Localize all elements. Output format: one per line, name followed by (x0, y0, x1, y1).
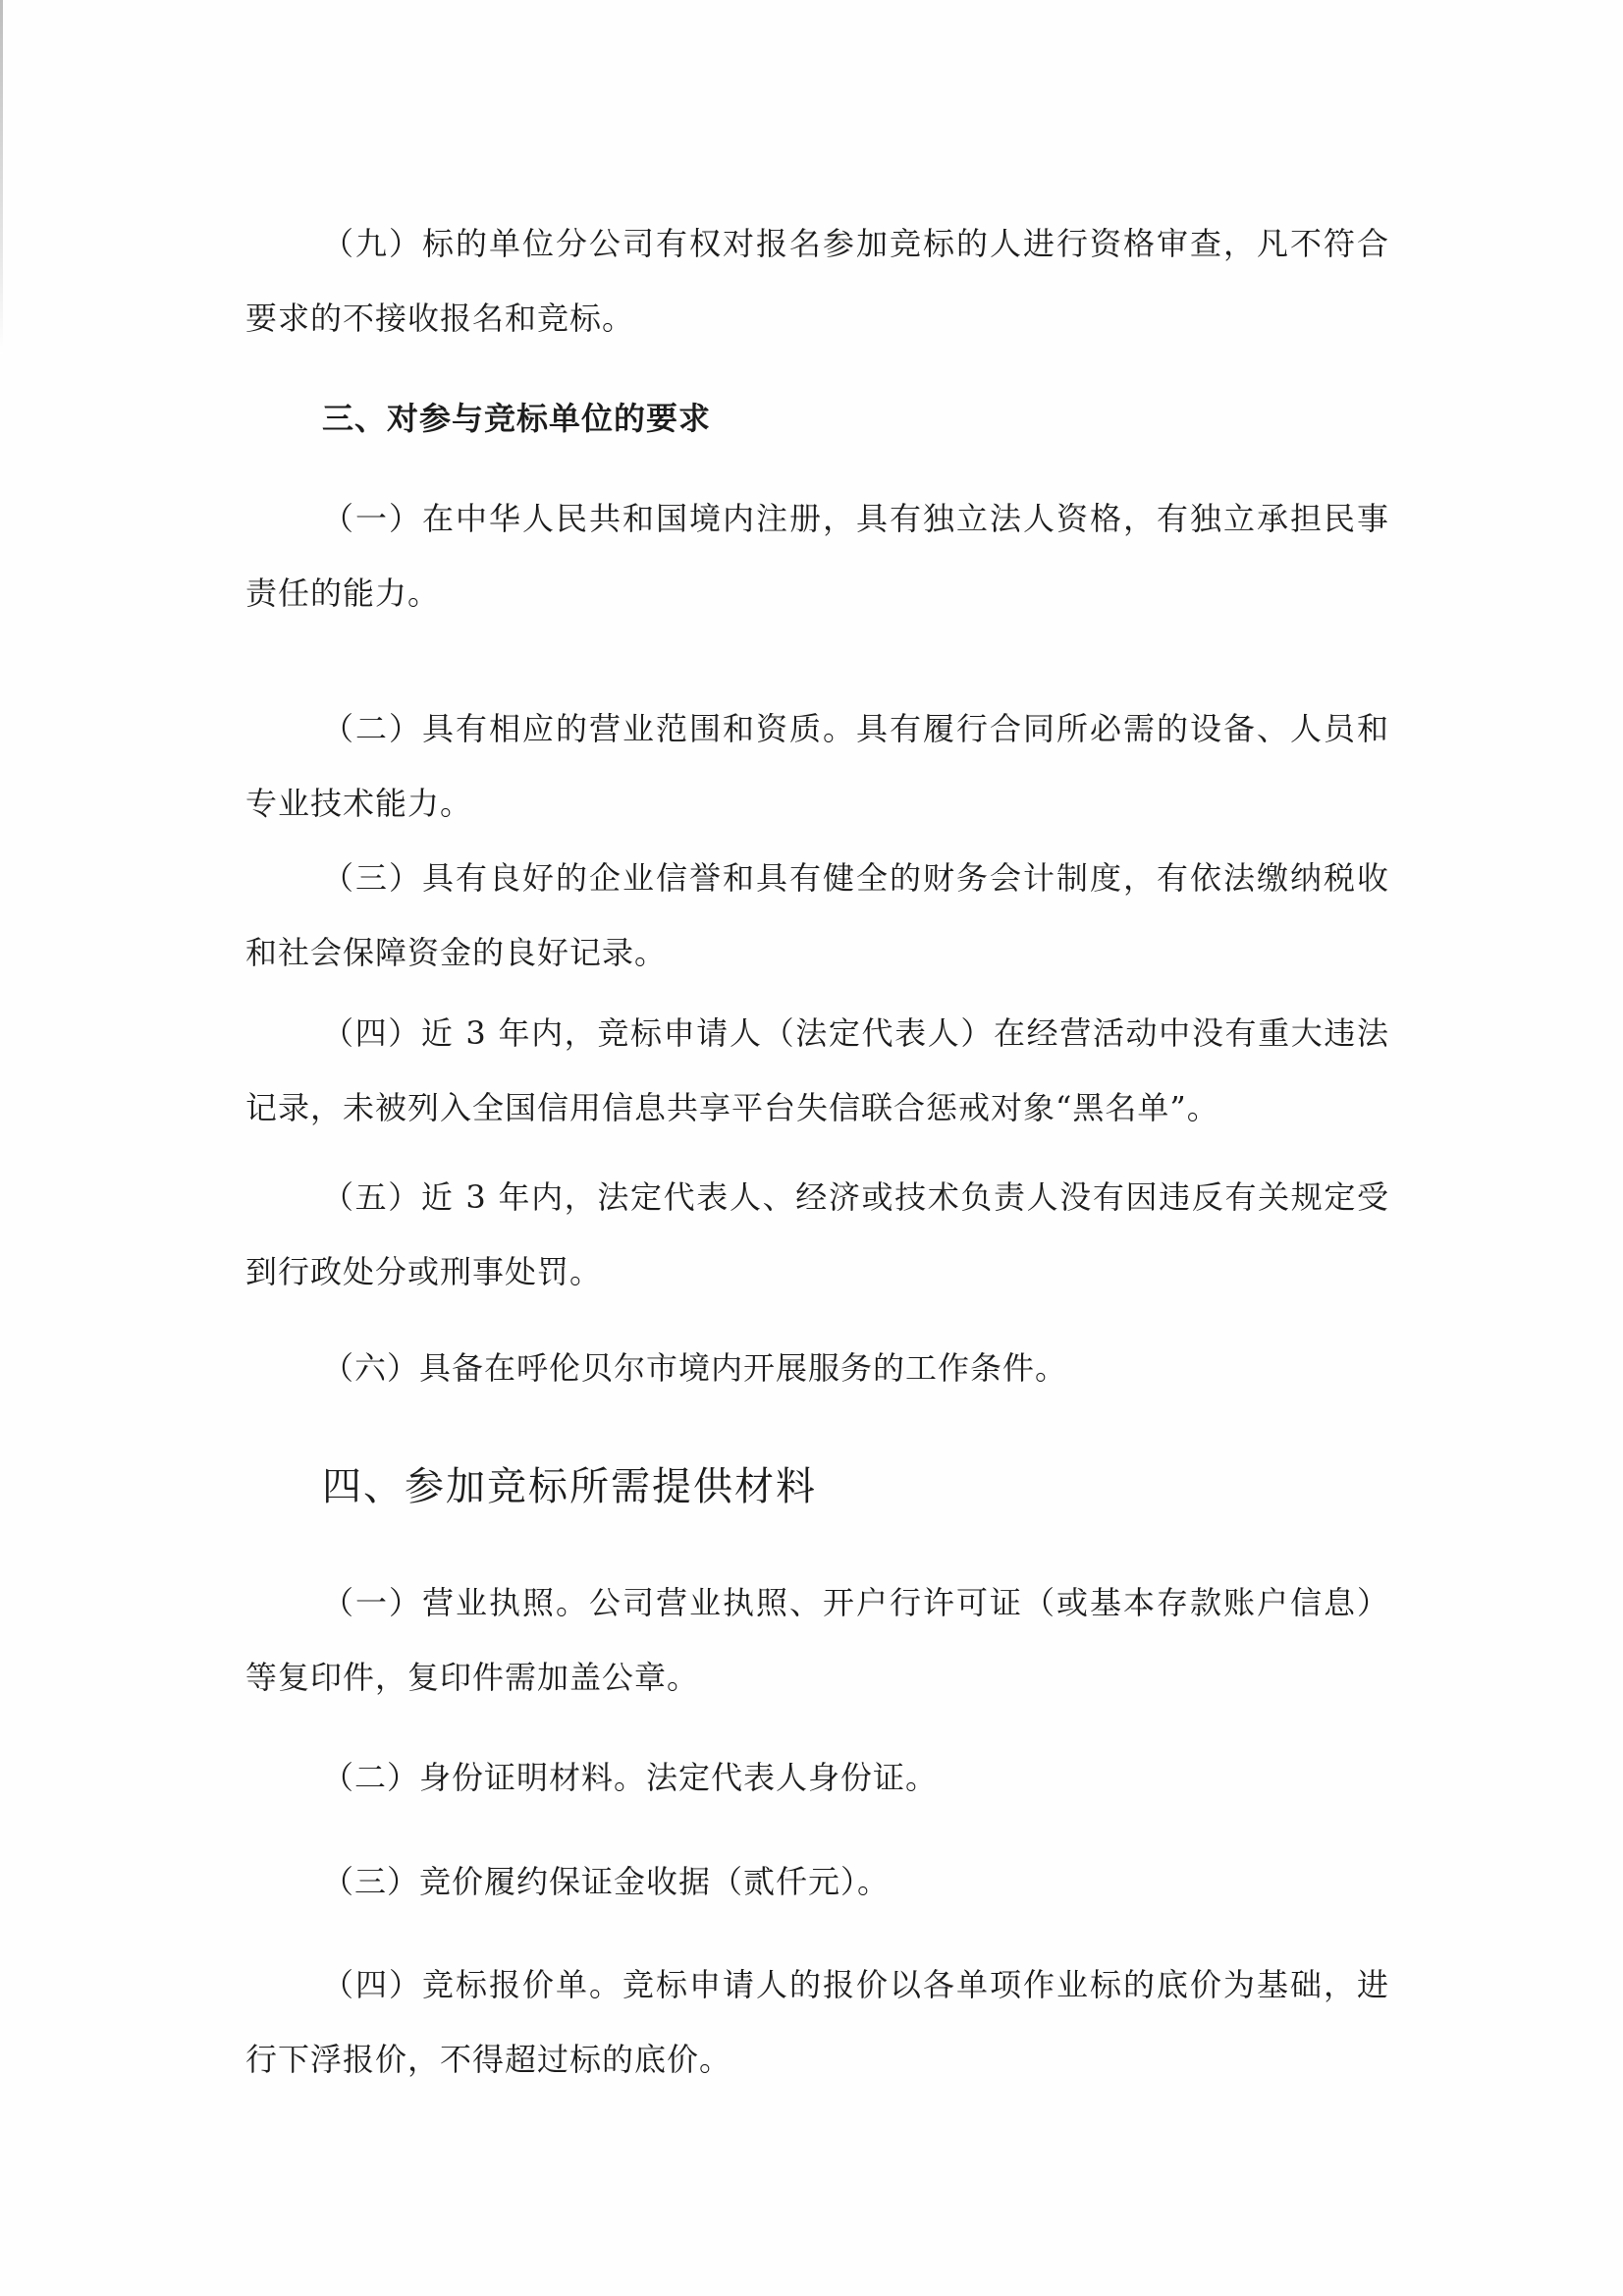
section-3-item-1: （一）在中华人民共和国境内注册，具有独立法人资格，有独立承担民事责任的能力。 (245, 500, 1389, 612)
section-3-item-5: （五）近 3 年内，法定代表人、经济或技术负责人没有因违反有关规定受到行政处分或刑事处罚。 (245, 1178, 1389, 1290)
paragraph-qualification-review: （九）标的单位分公司有权对报名参加竞标的人进行资格审查，凡不符合要求的不接收报名和竞标。 (245, 225, 1389, 337)
section-3-title: 三、对参与竞标单位的要求 (322, 400, 712, 437)
section-3-item-2: （二）具有相应的营业范围和资质。具有履行合同所必需的设备、人员和专业技术能力。 (245, 710, 1389, 822)
section-4-item-2: （二）身份证明材料。法定代表人身份证。 (322, 1759, 939, 1796)
section-4-item-3: （三）竞价履约保证金收据（贰仟元）。 (322, 1863, 891, 1900)
section-3-item-4: （四）近 3 年内，竞标申请人（法定代表人）在经营活动中没有重大违法记录，未被列入全国信用信息共享平台失信联合惩戒对象“黑名单”。 (245, 1014, 1389, 1126)
scan-shadow-edge (0, 0, 3, 354)
section-3-item-6: （六）具备在呼伦贝尔市境内开展服务的工作条件。 (322, 1349, 1068, 1387)
section-3-item-3: （三）具有良好的企业信誉和具有健全的财务会计制度，有依法缴纳税收和社会保障资金的良好记录。 (245, 859, 1389, 971)
section-4-item-1: （一）营业执照。公司营业执照、开户行许可证（或基本存款账户信息）等复印件，复印件需加盖公章。 (245, 1584, 1389, 1696)
section-4-title: 四、参加竞标所需提供材料 (322, 1464, 817, 1509)
section-4-item-4: （四）竞标报价单。竞标申请人的报价以各单项作业标的底价为基础，进行下浮报价，不得超过标的底价。 (245, 1966, 1389, 2078)
